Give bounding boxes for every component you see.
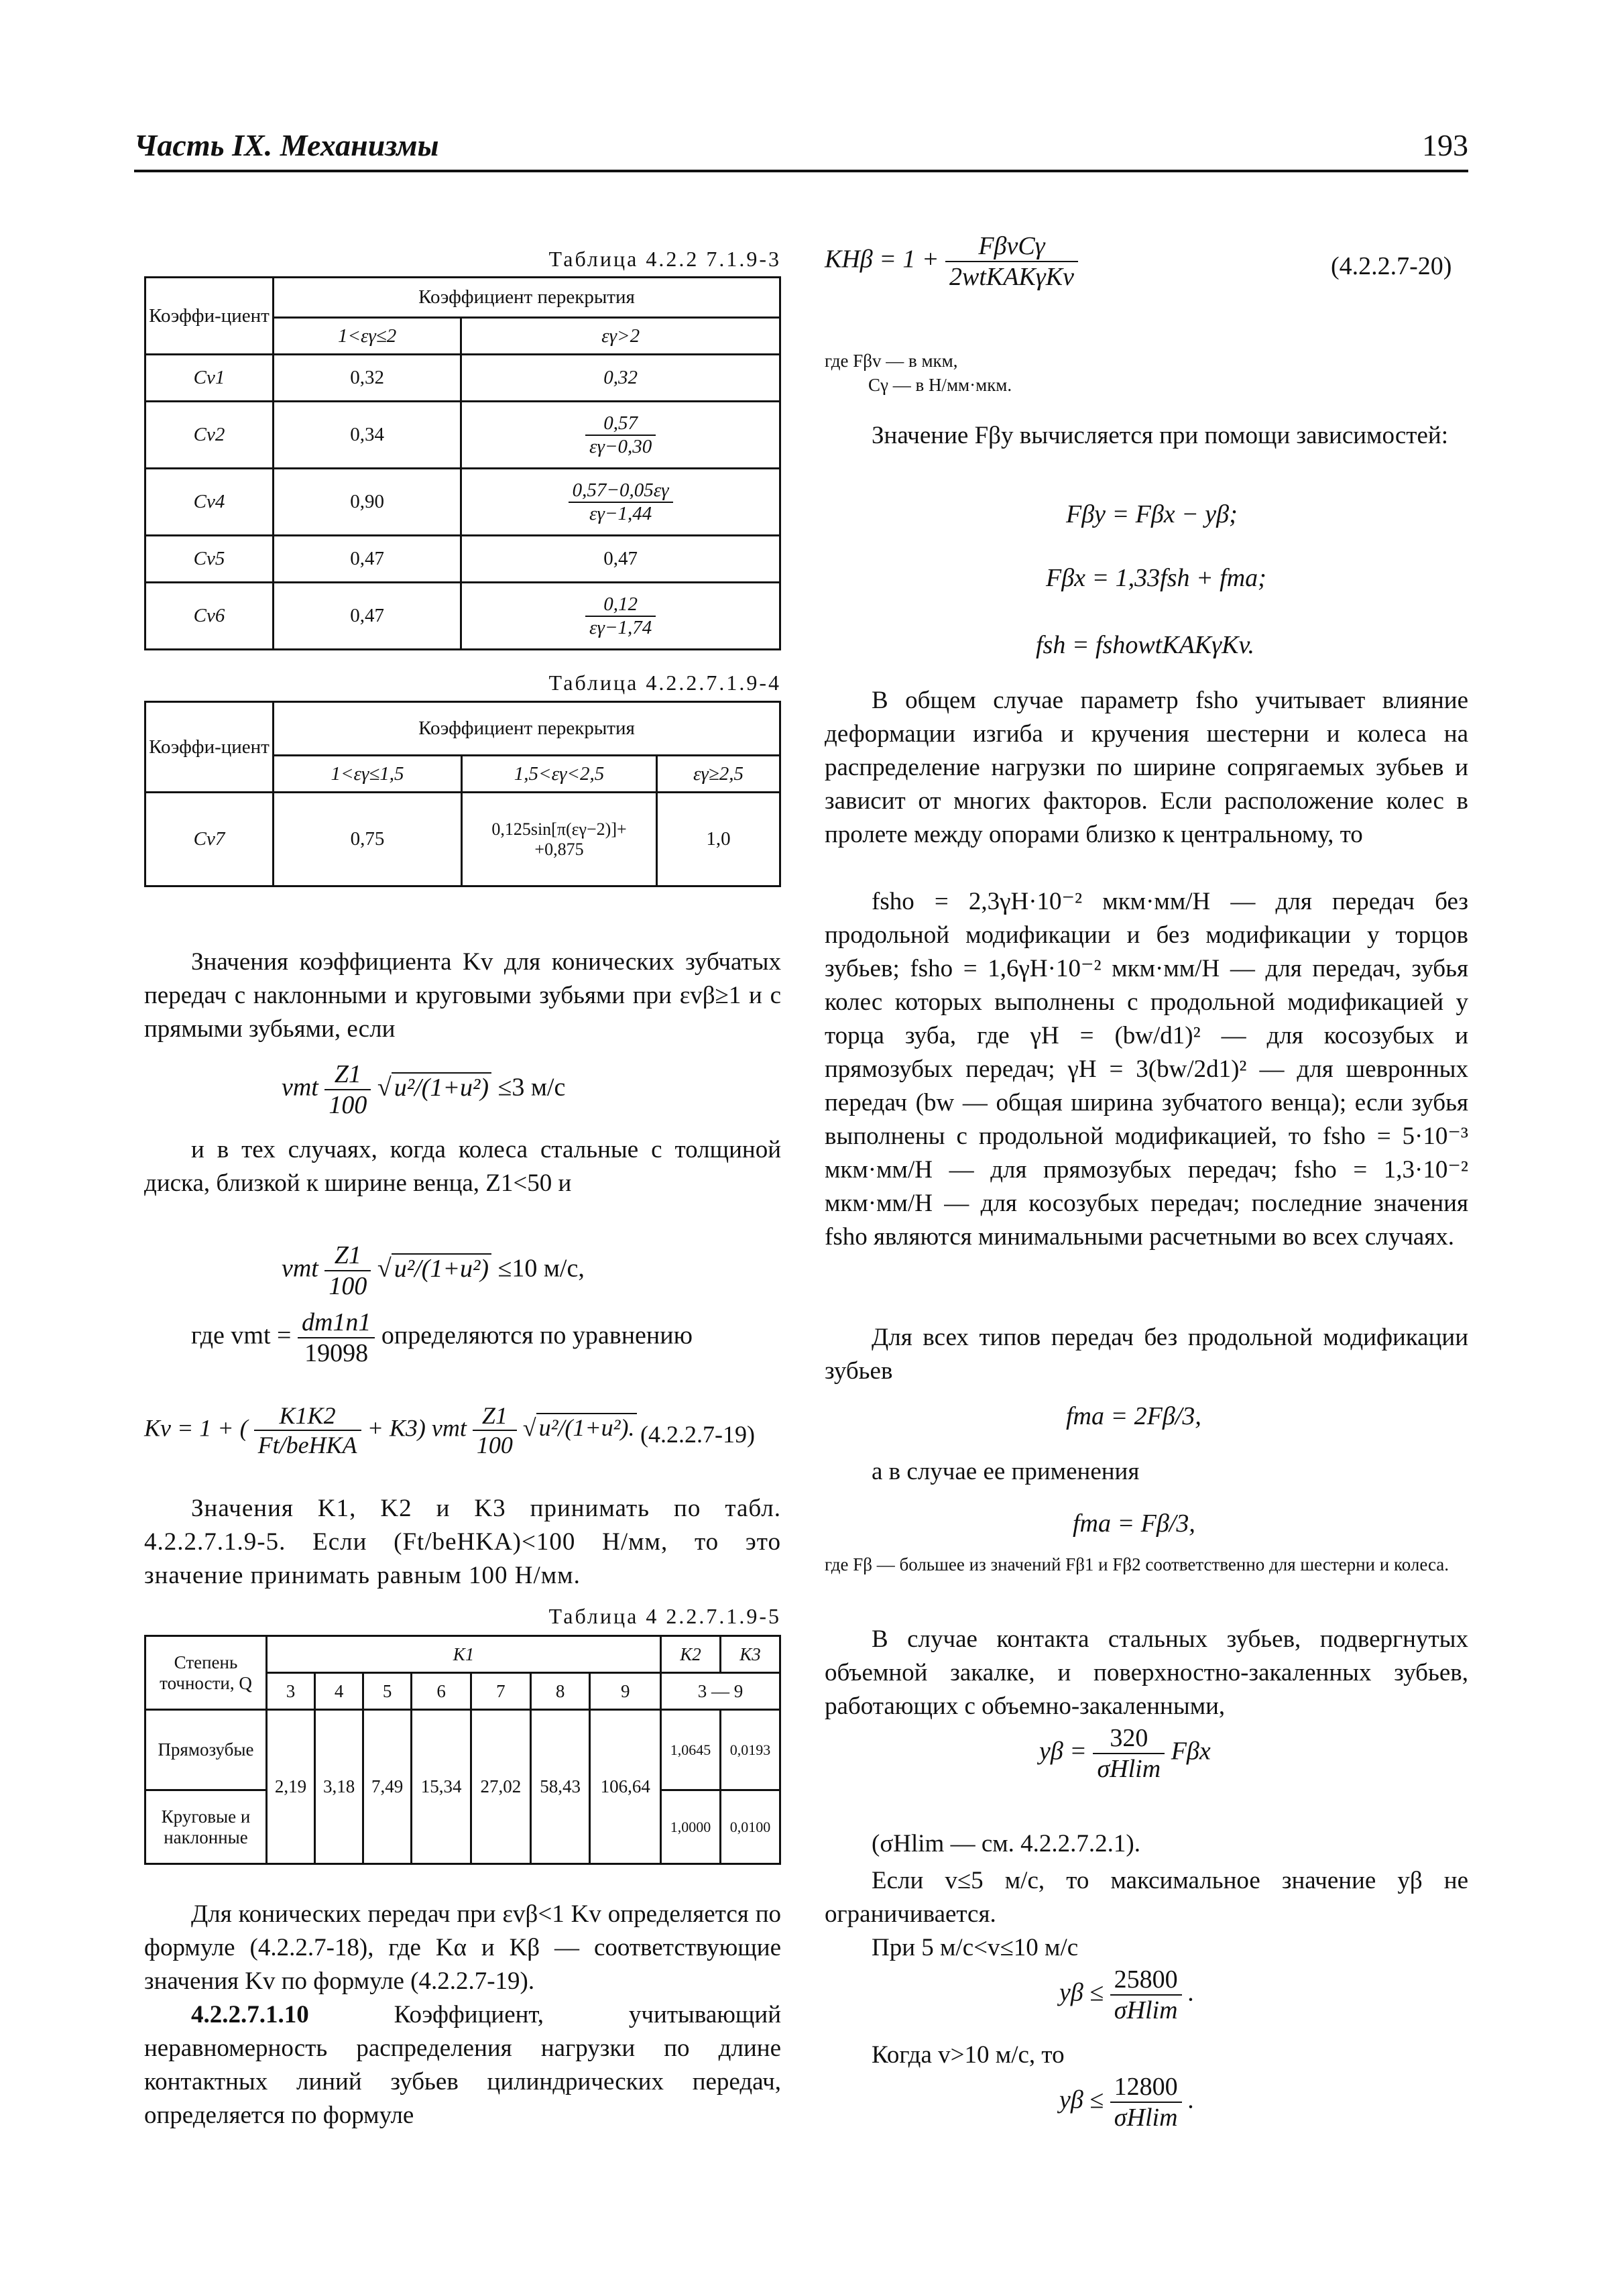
table3-head-degree: Степень точности, Q — [145, 1636, 267, 1710]
table3-cell: 2,19 — [267, 1710, 315, 1864]
table1-cell — [461, 583, 780, 650]
table3-q: 3 — [267, 1673, 315, 1710]
note-units-1: где Fβv — в мкм, — [825, 351, 958, 371]
radicand: u²/(1+u²). — [536, 1413, 638, 1441]
page-number: 193 — [1422, 128, 1468, 162]
table2-cell: 1,0 — [657, 793, 780, 886]
table3-cell: 3,18 — [315, 1710, 363, 1864]
table2-row-name: Cv7 — [145, 793, 274, 886]
frac-num: FβvCγ — [945, 231, 1078, 262]
frac-num: 320 — [1093, 1723, 1165, 1754]
formula-fma-2: fma = Fβ/3, — [1073, 1509, 1195, 1538]
frac-num: 0,57−0,05εγ — [569, 479, 673, 503]
table1-row-name: Cv2 — [145, 402, 274, 469]
table3-q: 8 — [530, 1673, 590, 1710]
formula-part: yβ ≤ — [1059, 2085, 1104, 2114]
frac-num: 12800 — [1110, 2072, 1182, 2103]
table3-cell: 1,0645 — [661, 1710, 721, 1790]
table2-head-coef: Коэффи-циент — [145, 702, 274, 793]
table3-q: 5 — [363, 1673, 412, 1710]
right-paragraph-3: fsho = 2,3γH·10⁻² мкм·мм/Н — для передач без продольной модификации и без модификации у торцов зубьев; fsho = 1,6γH·10⁻² мкм·мм/Н — для передач, зубья колес которых выполнены с продольной модификацией у торца зуба, где γH = (bw/d1)² — для косозубых и прямозубых передач; γH = 3(bw/2d1)² — для шевронных передач (bw — общая ширина зубчатого венца); если зубья выполнены с продольной модификацией, то fsho = 5·10⁻³ мкм·мм/Н — для прямозубых передач; fsho = 1,3·10⁻² мкм·мм/Н — для косозубых передач; последние значения fsho являются минимальными расчетными во всех случаях. — [825, 888, 1468, 1251]
formula-vmt-def — [191, 1308, 693, 1368]
frac-num: Z1 — [324, 1059, 371, 1090]
formula-part: Kv = 1 + ( — [144, 1414, 248, 1442]
formula-vmt-10 — [282, 1241, 585, 1301]
table2-sub3: εγ≥2,5 — [657, 756, 780, 793]
table1-cell — [461, 402, 780, 469]
sqrt-sign: √ — [377, 1254, 392, 1283]
table3-q: 6 — [412, 1673, 471, 1710]
table2-caption: Таблица 4.2.2.7.1.9-4 — [548, 671, 781, 695]
table1-cell: 0,34 — [274, 402, 461, 469]
formula-part: yβ = — [1039, 1737, 1087, 1766]
table2-cell: 0,75 — [274, 793, 462, 886]
frac-den: εγ−0,30 — [589, 435, 652, 457]
table1-head-coef: Коэффи-циент — [145, 278, 274, 355]
table1-row-name: Cv6 — [145, 583, 274, 650]
frac-num: dm1n1 — [298, 1308, 375, 1338]
formula-fbx: Fβx = 1,33fsh + fma; — [1046, 564, 1266, 592]
table2-head-group: Коэффициент перекрытия — [274, 702, 780, 756]
right-paragraph-8: Если v≤5 м/с, то максимальное значение yβ не ограничивается. — [825, 1867, 1468, 1928]
table3-cell: 7,49 — [363, 1710, 412, 1864]
table1-sub2: εγ>2 — [461, 318, 780, 355]
left-paragraph-5: Для конических передач при εvβ<1 Kv определяется по формуле (4.2.2.7-18), где Kα и Kβ — соответствующие значения Kv по формуле (4.2.2.7-19). — [144, 1900, 781, 1995]
frac-den: εγ−1,44 — [589, 502, 652, 524]
note-units-2: Cγ — в Н/мм·мкм. — [868, 375, 1012, 395]
right-paragraph-4: Для всех типов передач без продольной модификации зубьев — [825, 1324, 1468, 1385]
formula-fsh: fsh = fshowtKAKγKv. — [1036, 631, 1255, 659]
table1-cell — [461, 469, 780, 536]
frac-den: σHlim — [1114, 2104, 1178, 2132]
frac-num: K1K2 — [254, 1401, 361, 1431]
sqrt-sign: √ — [377, 1073, 392, 1102]
table3-head-k3: K3 — [721, 1636, 780, 1673]
frac-den: Ft/beHKA — [257, 1432, 357, 1458]
table3-cell: 15,34 — [412, 1710, 471, 1864]
formula-ybeta-le-12800 — [1059, 2072, 1195, 2132]
table3-q: 7 — [471, 1673, 530, 1710]
frac-num: 25800 — [1110, 1965, 1182, 1996]
left-paragraph-6 — [144, 1998, 781, 2132]
formula-part: vmt — [282, 1254, 318, 1283]
table3 — [144, 1635, 781, 1865]
formula-part: определяются по уравнению — [381, 1321, 693, 1350]
table1-head-group: Коэффициент перекрытия — [274, 278, 780, 318]
table3-row-straight: Прямозубые — [145, 1710, 267, 1790]
formula-4-2-2-7-19 — [144, 1401, 637, 1459]
right-paragraph-9: При 5 м/с<v≤10 м/с — [872, 1934, 1079, 1961]
table3-cell: 106,64 — [590, 1710, 661, 1864]
formula-part: vmt — [282, 1073, 318, 1102]
table1-cell: 0,32 — [461, 355, 780, 402]
formula-part: . — [1188, 2085, 1195, 2114]
frac-num: 0,12 — [585, 593, 656, 617]
frac-den: σHlim — [1097, 1755, 1161, 1783]
formula-part: ≤10 м/с, — [497, 1254, 585, 1283]
table3-head-k2: K2 — [661, 1636, 721, 1673]
formula-ybeta — [1039, 1723, 1211, 1784]
formula-fma-1: fma = 2Fβ/3, — [1066, 1402, 1201, 1430]
left-paragraph-1: Значения коэффициента Kv для конических зубчатых передач с наклонными и круговыми зубьями при εvβ≥1 и с прямыми зубьями, если — [144, 948, 781, 1043]
table1 — [144, 276, 781, 650]
frac-den: 100 — [329, 1091, 367, 1119]
radicand: u²/(1+u²) — [392, 1072, 491, 1102]
table3-row-spiral: Круговые и наклонные — [145, 1790, 267, 1864]
table2-cell: 0,125sin[π(εγ−2)]+ +0,875 — [462, 793, 657, 886]
table1-row-name: Cv4 — [145, 469, 274, 536]
table3-cell: 27,02 — [471, 1710, 530, 1864]
formula-part: + K3) vmt — [367, 1414, 467, 1442]
running-header: Часть IX. Механизмы — [134, 128, 439, 162]
table1-cell: 0,47 — [461, 536, 780, 583]
table2-sub1: 1<εγ≤1,5 — [274, 756, 462, 793]
note-fbeta: где Fβ — большее из значений Fβ1 и Fβ2 соответственно для шестерни и колеса. — [825, 1554, 1449, 1574]
formula-part: KHβ = 1 + — [825, 245, 939, 274]
right-paragraph-10: Когда v>10 м/с, то — [872, 2041, 1065, 2069]
table3-cell: 0,0193 — [721, 1710, 780, 1790]
table1-cell: 0,47 — [274, 583, 461, 650]
frac-den: σHlim — [1114, 1996, 1178, 2024]
table3-caption: Таблица 4 2.2.7.1.9-5 — [548, 1604, 781, 1628]
frac-den: 19098 — [304, 1339, 369, 1367]
table1-caption: Таблица 4.2.2 7.1.9-3 — [548, 247, 781, 271]
equation-number: (4.2.2.7-19) — [640, 1421, 755, 1448]
frac-den: 2wtKAKγKv — [949, 263, 1074, 291]
table1-cell: 0,90 — [274, 469, 461, 536]
table3-q: 9 — [590, 1673, 661, 1710]
formula-fby: Fβy = Fβx − yβ; — [1066, 500, 1238, 528]
formula-part: ≤3 м/с — [497, 1073, 566, 1102]
formula-ybeta-le-25800 — [1059, 1965, 1195, 2025]
formula-vmt-3 — [282, 1059, 565, 1120]
left-paragraph-2: и в тех случаях, когда колеса стальные с толщиной диска, близкой к ширине венца, Z1<50 и — [144, 1136, 781, 1197]
table2 — [144, 701, 781, 887]
table3-cell: 58,43 — [530, 1710, 590, 1864]
sqrt-sign: √ — [522, 1414, 536, 1442]
formula-part: где vmt = — [191, 1321, 292, 1350]
table1-sub1: 1<εγ≤2 — [274, 318, 461, 355]
formula-part: yβ ≤ — [1059, 1978, 1104, 2007]
formula-part: Fβx — [1171, 1737, 1211, 1766]
frac-den: 100 — [329, 1272, 367, 1300]
table2-sub2: 1,5<εγ<2,5 — [462, 756, 657, 793]
right-paragraph-1: Значение Fβy вычисляется при помощи зависимостей: — [872, 422, 1448, 449]
right-paragraph-5: а в случае ее применения — [872, 1458, 1140, 1485]
table3-cell: 1,0000 — [661, 1790, 721, 1864]
frac-den: 100 — [476, 1432, 513, 1458]
frac-den: εγ−1,74 — [589, 616, 652, 638]
frac-num: Z1 — [473, 1401, 517, 1431]
table1-cell: 0,47 — [274, 536, 461, 583]
right-paragraph-7: (σHlim — см. 4.2.2.7.2.1). — [872, 1830, 1140, 1857]
formula-part: . — [1188, 1978, 1195, 2007]
header-rule — [134, 170, 1468, 172]
table3-head-k1: K1 — [267, 1636, 661, 1673]
table3-q: 4 — [315, 1673, 363, 1710]
section-text: Коэффициент, учитывающий неравномерность распределения нагрузки по длине контактных линий зубьев цилиндрических передач, определяется по формуле — [144, 2001, 781, 2129]
frac-num: Z1 — [324, 1241, 371, 1271]
table1-cell: 0,32 — [274, 355, 461, 402]
equation-number: (4.2.2.7-20) — [1331, 252, 1452, 280]
table3-q-k23: 3 — 9 — [661, 1673, 780, 1710]
formula-4-2-2-7-20 — [825, 231, 1078, 292]
right-paragraph-2: В общем случае параметр fsho учитывает влияние деформации изгиба и кручения шестерни и колеса на распределение нагрузки по ширине сопрягаемых зубьев и зависит от многих факторов. Если расположение колес в пролете между опорами близко к центральному, то — [825, 687, 1468, 848]
table3-cell: 0,0100 — [721, 1790, 780, 1864]
table1-row-name: Cv5 — [145, 536, 274, 583]
left-paragraph-4: Значения K1, K2 и K3 принимать по табл. 4.2.2.7.1.9-5. Если (Ft/beHKA)<100 Н/мм, то это значение принимать равным 100 Н/мм. — [144, 1495, 781, 1589]
right-paragraph-6: В случае контакта стальных зубьев, подвергнутых объемной закалке, и поверхностно-закаленных зубьев, работающих с объемно-закаленными, — [825, 1625, 1468, 1720]
section-number: 4.2.2.7.1.10 — [191, 2001, 309, 2028]
table1-row-name: Cv1 — [145, 355, 274, 402]
radicand: u²/(1+u²) — [392, 1253, 491, 1283]
frac-num: 0,57 — [585, 412, 656, 436]
